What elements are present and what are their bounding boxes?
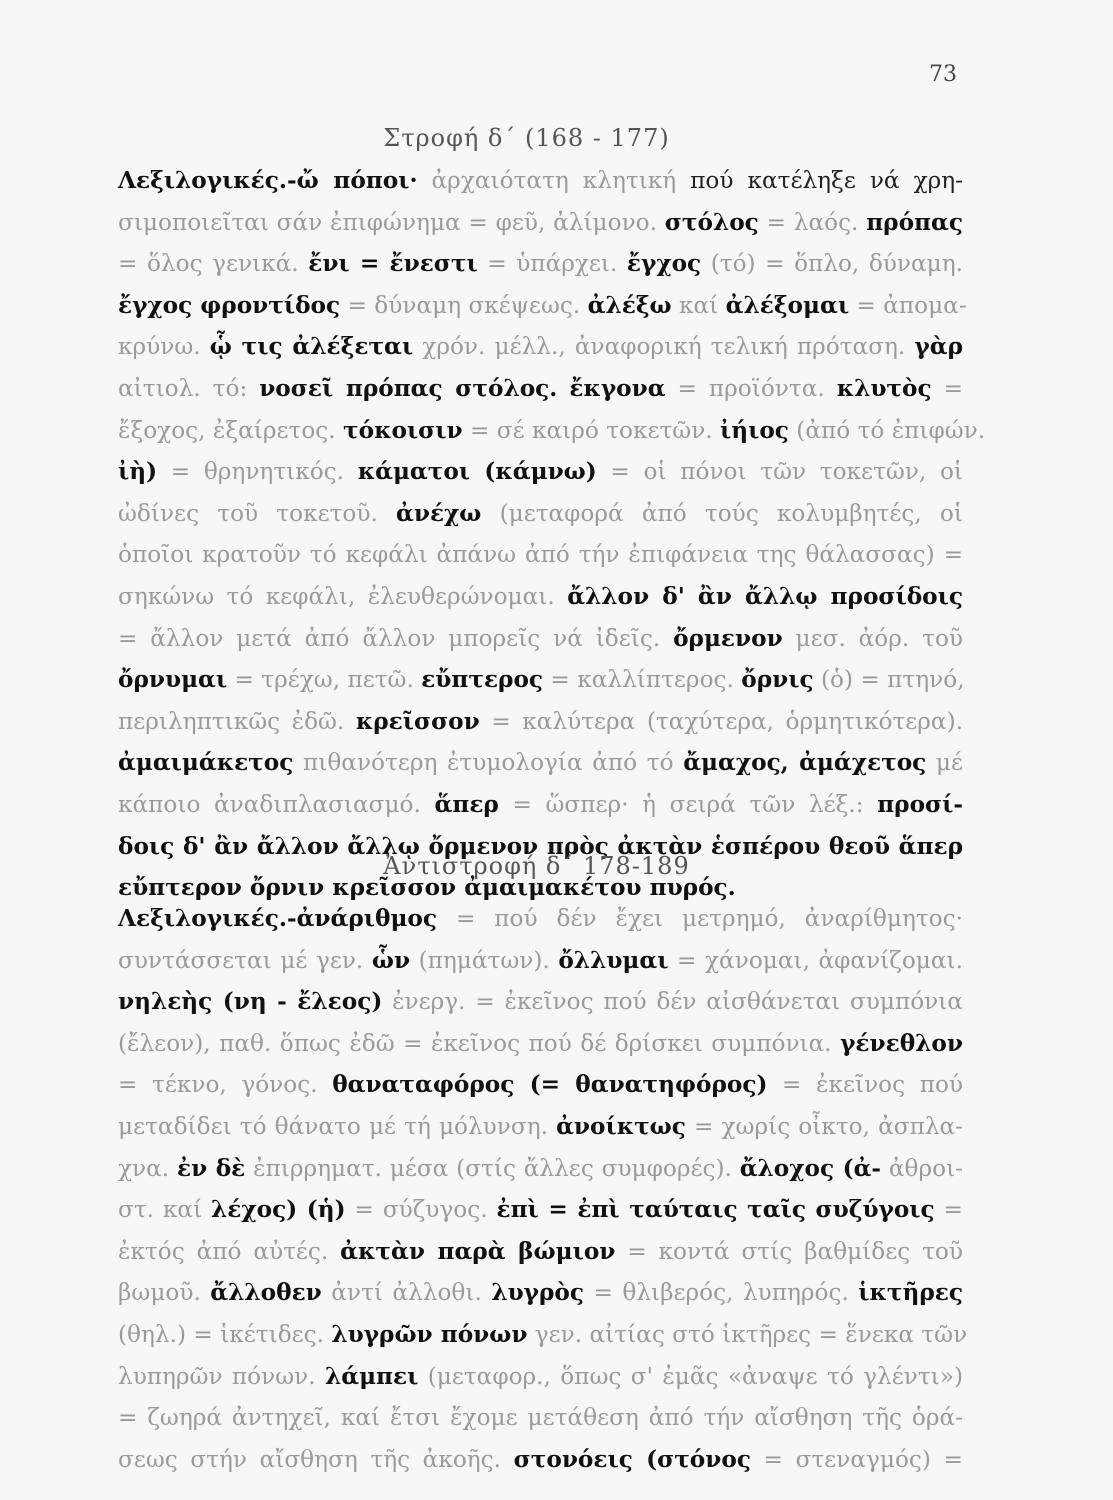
section-heading-antistrophe: Ἀντιστροφή δ΄ 178-189: [383, 852, 690, 880]
text-line: [118, 1356, 963, 1398]
lemma-term: εὔπτερος: [421, 666, 544, 694]
text-line: [118, 410, 986, 452]
text-line: [118, 618, 963, 660]
gloss-text: = ζωηρά ἀντηχεῖ, καί ἔτσι ἔχομε μετάθεση ἀπό τήν αἴσθηση τῆς ὁρά-: [118, 1404, 963, 1432]
lemma-term: ἱκτῆρες: [858, 1279, 963, 1307]
lemma-term: ἀνέχω: [396, 499, 482, 527]
lemma-term: Λεξιλογικές.-ἀνάριθμος: [118, 905, 438, 932]
gloss-text: = ἐκεῖνος πού: [767, 1071, 964, 1099]
lemma-term: ἐπὶ = ἐπὶ ταύταις ταῖς συζύγοις: [496, 1196, 935, 1224]
gloss-text: πού κατέληξε νά χρη-: [690, 167, 963, 194]
gloss-text: ἀντί ἀλλοθι.: [321, 1279, 492, 1307]
gloss-text: (θηλ.) = ἱκέτιδες.: [118, 1320, 332, 1348]
text-line: [118, 1231, 963, 1273]
lemma-term: ἐν δὲ: [177, 1154, 246, 1182]
gloss-text: = χωρίς οἶκτο, ἀσπλα-: [685, 1112, 964, 1140]
gloss-text: σεως στήν αἴσθηση τῆς ἀκοῆς.: [118, 1445, 514, 1473]
gloss-text: μεταδίδει τό θάνατο μέ τή μόλυνση.: [118, 1112, 557, 1140]
lemma-term: ἰήιος: [720, 416, 789, 444]
lemma-term: ὧν: [371, 946, 411, 974]
lemma-term: στόλος: [664, 208, 759, 236]
gloss-text: = καλύτερα (ταχύτερα, ὁρμητικότερα).: [479, 707, 963, 735]
lemma-term: τόκοισιν: [343, 416, 463, 444]
text-line: [118, 1106, 963, 1148]
text-line: [118, 1189, 963, 1231]
gloss-text: = δύναμη σκέψεως.: [340, 291, 588, 319]
gloss-text: = χάνομαι, ἀφανίζομαι.: [668, 946, 963, 974]
text-line: [118, 534, 963, 576]
text-line: [118, 1023, 963, 1065]
text-line: [118, 784, 963, 826]
gloss-text: βωμοῦ.: [118, 1279, 211, 1307]
lemma-term: λέχος) (ἡ): [211, 1196, 346, 1224]
gloss-text: (πημάτων).: [410, 946, 559, 974]
text-line: [118, 1439, 963, 1481]
gloss-text: = θρηνητικός.: [157, 458, 358, 486]
lemma-term: ἄλλον δ' ἂν ἄλλῳ προσίδοις: [567, 582, 963, 610]
gloss-text: (μεταφορά ἀπό τούς κολυμβητές, οἱ: [481, 499, 963, 527]
gloss-text: χνα.: [118, 1154, 177, 1182]
gloss-text: = θλιβερός, λυπηρός.: [583, 1279, 859, 1307]
text-line: [118, 898, 963, 940]
text-line: [118, 285, 967, 327]
gloss-text: = ἀπομα-: [849, 291, 967, 319]
text-line: [118, 243, 963, 285]
lemma-term: πρόπας: [866, 208, 963, 236]
lemma-term: στονόεις (στόνος: [513, 1445, 751, 1473]
lemma-term: εὔπτερον ὄρνιν κρεῖσσον ἀμαιμακέτου πυρός.: [118, 874, 736, 902]
lemma-term: προσί-: [877, 790, 963, 818]
lemma-term: δοις δ' ἂν ἄλλον ἄλλῳ ὄρμενον πρὸς ἀκτὰν ἑσπέρου θεοῦ ἅπερ: [118, 832, 963, 860]
gloss-text: = σέ καιρό τοκετῶν.: [462, 416, 721, 444]
gloss-text: ἀθροι-: [881, 1154, 964, 1182]
lemma-term: ἄλλοθεν: [210, 1279, 322, 1307]
gloss-text: = λαός.: [758, 208, 867, 236]
gloss-text: = τρέχω, πετῶ.: [227, 666, 422, 694]
lemma-term: κλυτὸς: [836, 374, 932, 402]
gloss-text: σηκώνω τό κεφάλι, ἐλευθερώνομαι.: [118, 582, 568, 610]
lemma-term: ἀκτὰν παρὰ βώμιον: [340, 1237, 616, 1265]
lemma-term: ὄρμενον: [673, 624, 783, 652]
gloss-text: = κοντά στίς βαθμίδες τοῦ: [615, 1237, 963, 1265]
text-line: [118, 659, 963, 701]
text-line: [118, 493, 963, 535]
text-line: [118, 576, 963, 618]
lemma-term: ὄρνυμαι: [118, 666, 228, 694]
gloss-text: = ὅλος γενικά.: [118, 250, 309, 278]
gloss-text: καί: [671, 291, 726, 319]
section-heading-strophe: Στροφή δ΄ (168 - 177): [383, 124, 670, 152]
gloss-text: =: [934, 1196, 963, 1224]
lemma-term: ἄμαχος, ἀμάχετος: [683, 749, 927, 777]
gloss-text: περιληπτικῶς ἐδῶ.: [118, 707, 356, 735]
text-line: [118, 701, 963, 743]
glossary-block-antistrophe: [118, 898, 968, 1480]
gloss-text: ἔξοχος, ἐξαίρετος.: [118, 416, 344, 444]
lemma-term: νηλεὴς (νη - ἔλεος): [118, 988, 383, 1016]
gloss-text: χρόν. μέλλ., ἀναφορική τελική πρόταση.: [413, 333, 915, 361]
gloss-text: κάποιο ἀναδιπλασιασμό.: [118, 790, 435, 818]
lemma-term: ᾧ τις ἀλέξεται: [209, 333, 414, 361]
gloss-text: (τό) = ὅπλο, δύναμη.: [701, 250, 963, 278]
gloss-text: ἀρχαιότατη κλητική: [417, 167, 691, 194]
text-line: [118, 451, 963, 493]
gloss-text: = οἱ πόνοι τῶν τοκετῶν, οἱ: [596, 458, 963, 486]
text-line: [118, 1148, 963, 1190]
gloss-text: ὠδίνες τοῦ τοκετοῦ.: [118, 499, 397, 527]
gloss-text: = τέκνο, γόνος.: [118, 1071, 333, 1099]
text-line: [118, 160, 963, 202]
lemma-term: κάματοι (κάμνω): [357, 458, 597, 486]
text-line: [118, 1064, 963, 1106]
gloss-text: στ. καί: [118, 1196, 212, 1224]
gloss-text: = καλλίπτερος.: [543, 666, 742, 694]
gloss-text: γεν. αἰτίας στό ἱκτῆρες = ἕνεκα τῶν: [527, 1320, 968, 1348]
lemma-term: λάμπει: [324, 1362, 419, 1390]
lemma-term: ἔνι = ἔνεστι: [308, 250, 478, 278]
lemma-term: ἀμαιμάκετος: [118, 749, 294, 777]
text-line: [118, 742, 963, 784]
text-line: [118, 940, 963, 982]
gloss-text: = ὑπάρχει.: [477, 250, 627, 278]
lemma-term: κρεῖσσον: [355, 707, 480, 735]
lemma-term: γένεθλον: [840, 1029, 963, 1057]
lemma-term: ὄρνις: [741, 666, 814, 694]
gloss-text: (ἀπό τό ἐπιφών.: [788, 416, 986, 444]
lemma-term: γὰρ: [914, 333, 964, 361]
lemma-term: ὄλλυμαι: [558, 946, 669, 974]
page-number: 73: [929, 62, 957, 87]
gloss-text: = σύζυγος.: [345, 1196, 497, 1224]
lemma-term: ἔκγονα: [569, 374, 666, 402]
gloss-text: ἐνεργ. = ἐκεῖνος πού δέν αἰσθάνεται συμπόνια: [382, 988, 963, 1016]
gloss-text: ἐκτός ἀπό αὐτές.: [118, 1237, 341, 1265]
text-line: [118, 1314, 968, 1356]
lemma-term: Λεξιλογικές.-ὤ πόποι·: [118, 167, 418, 194]
lemma-term: λυγρῶν πόνων: [331, 1320, 528, 1348]
gloss-text: (μεταφορ., ὅπως σ' ἐμᾶς «ἀναψε τό γλέντι»): [418, 1362, 963, 1390]
lemma-term: ἀλέξομαι: [725, 291, 850, 319]
gloss-text: (ἔλεον), παθ. ὅπως ἐδῶ = ἐκεῖνος πού δέ δρίσκει συμπόνια.: [118, 1029, 841, 1057]
gloss-text: μέ: [926, 749, 963, 777]
gloss-text: = πού δέν ἔχει μετρημό, ἀναρίθμητος·: [437, 905, 963, 932]
gloss-text: συντάσσεται μέ γεν.: [118, 946, 372, 974]
text-line: [118, 1397, 963, 1439]
gloss-text: κρύνω.: [118, 333, 210, 361]
lemma-term: ἀλέξω: [587, 291, 672, 319]
gloss-text: [557, 375, 569, 402]
glossary-block-strophe: [118, 160, 986, 909]
gloss-text: ἐπιρρηματ. μέσα (στίς ἄλλες συμφορές).: [245, 1154, 740, 1182]
lemma-term: ἄλοχος (ἀ-: [739, 1154, 882, 1182]
text-line: [118, 202, 963, 244]
gloss-text: μεσ. ἀόρ. τοῦ: [782, 624, 963, 652]
text-line: [118, 368, 963, 410]
gloss-text: σιμοποιεῖται σάν ἐπιφώνημα = φεῦ, ἀλίμονο.: [118, 208, 665, 236]
lemma-term: ἀνοίκτως: [556, 1112, 686, 1140]
text-line: [118, 981, 963, 1023]
lemma-term: ἔγχος φροντίδος: [118, 291, 341, 319]
gloss-text: ὁποῖοι κρατοῦν τό κεφάλι ἀπάνω ἀπό τήν ἐπιφάνεια της θάλασσας) =: [118, 541, 963, 569]
gloss-text: (ὁ) = πτηνό,: [813, 666, 965, 694]
gloss-text: =: [931, 374, 963, 402]
text-line: [118, 1272, 963, 1314]
gloss-text: = προϊόντα.: [665, 374, 837, 402]
gloss-text: = στεναγμός) =: [750, 1445, 963, 1473]
text-line: [118, 326, 963, 368]
lemma-term: λυγρὸς: [491, 1279, 584, 1307]
lemma-term: θαναταφόρος (= θανατηφόρος): [332, 1071, 768, 1099]
lemma-term: ἔγχος: [626, 250, 702, 278]
lemma-term: ἅπερ: [434, 790, 499, 818]
gloss-text: = ὥσπερ· ἡ σειρά τῶν λέξ.:: [498, 790, 878, 818]
lemma-term: νοσεῖ πρόπας στόλος.: [259, 374, 558, 402]
gloss-text: = ἄλλον μετά ἀπό ἄλλον μπορεῖς νά ἰδεῖς.: [118, 624, 674, 652]
gloss-text: αἰτιολ. τό:: [118, 374, 260, 402]
gloss-text: λυπηρῶν πόνων.: [118, 1362, 325, 1390]
lemma-term: ἰὴ): [118, 458, 158, 486]
gloss-text: πιθανότερη ἐτυμολογία ἀπό τό: [293, 749, 684, 777]
